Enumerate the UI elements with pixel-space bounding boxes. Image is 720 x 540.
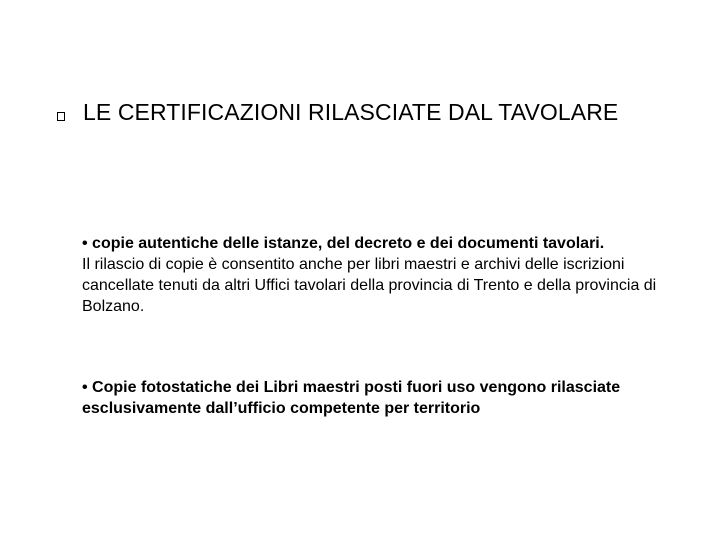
paragraph-body: Il rilascio di copie è consentito anche per libri maestri e archivi delle iscrizioni cancellate tenuti da altri Uffici tavolari della provincia di Trento e della provincia di Bolzano. <box>82 256 657 315</box>
square-bullet-icon <box>57 112 65 121</box>
paragraph-copie-autentiche <box>82 233 682 317</box>
paragraph-copie-fotostatiche: • Copie fotostatiche dei Libri maestri posti fuori uso vengono rilasciate esclusivamente dall’ufficio competente per territorio <box>82 379 621 417</box>
paragraph-lead: • copie autentiche delle istanze, del decreto e dei documenti tavolari. <box>82 235 605 252</box>
slide-title: LE CERTIFICAZIONI RILASCIATE DAL TAVOLARE <box>83 99 619 125</box>
